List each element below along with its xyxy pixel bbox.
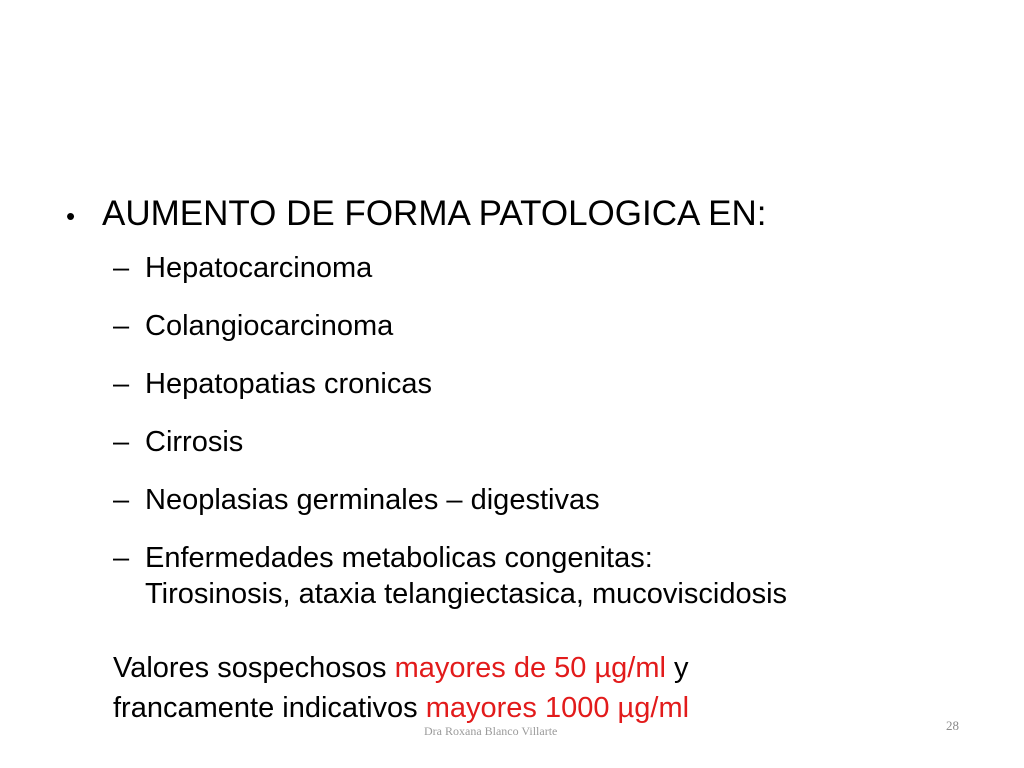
values-highlight: mayores de 50 µg/ml <box>394 652 666 684</box>
list-item <box>113 366 787 424</box>
values-text: francamente indicativos <box>113 692 426 724</box>
dash-marker: – <box>113 484 130 516</box>
dash-marker: – <box>113 310 130 342</box>
list-item-text: Hepatopatias cronicas <box>145 368 432 400</box>
list-item-line: Enfermedades metabolicas congenitas: <box>145 542 653 574</box>
list-item-text <box>145 540 787 612</box>
footer-author: Dra Roxana Blanco Villarte <box>424 724 558 738</box>
main-bullet <box>66 190 766 240</box>
dash-marker: – <box>113 542 130 574</box>
dash-marker: – <box>113 368 130 400</box>
values-paragraph <box>113 648 689 728</box>
list-item-text: Hepatocarcinoma <box>145 252 373 284</box>
dash-marker: – <box>113 252 130 284</box>
list-item <box>113 482 787 540</box>
list-item-text: Cirrosis <box>145 426 244 458</box>
list-item <box>113 250 787 308</box>
list-item-text: Colangiocarcinoma <box>145 310 394 342</box>
values-highlight: mayores 1000 µg/ml <box>425 692 690 724</box>
sub-bullet-list <box>113 250 787 628</box>
list-item <box>113 540 787 628</box>
values-text: Valores sospechosos <box>113 652 395 684</box>
list-item <box>113 424 787 482</box>
dash-marker: – <box>113 426 130 458</box>
page-number: 28 <box>946 718 959 733</box>
values-text: y <box>665 652 689 684</box>
main-bullet-text: AUMENTO DE FORMA PATOLOGICA EN: <box>102 194 767 233</box>
list-item-text: Neoplasias germinales – digestivas <box>145 484 600 516</box>
list-item <box>113 308 787 366</box>
bullet-marker: • <box>66 201 76 231</box>
list-item-line: Tirosinosis, ataxia telangiectasica, mucoviscidosis <box>145 578 788 610</box>
